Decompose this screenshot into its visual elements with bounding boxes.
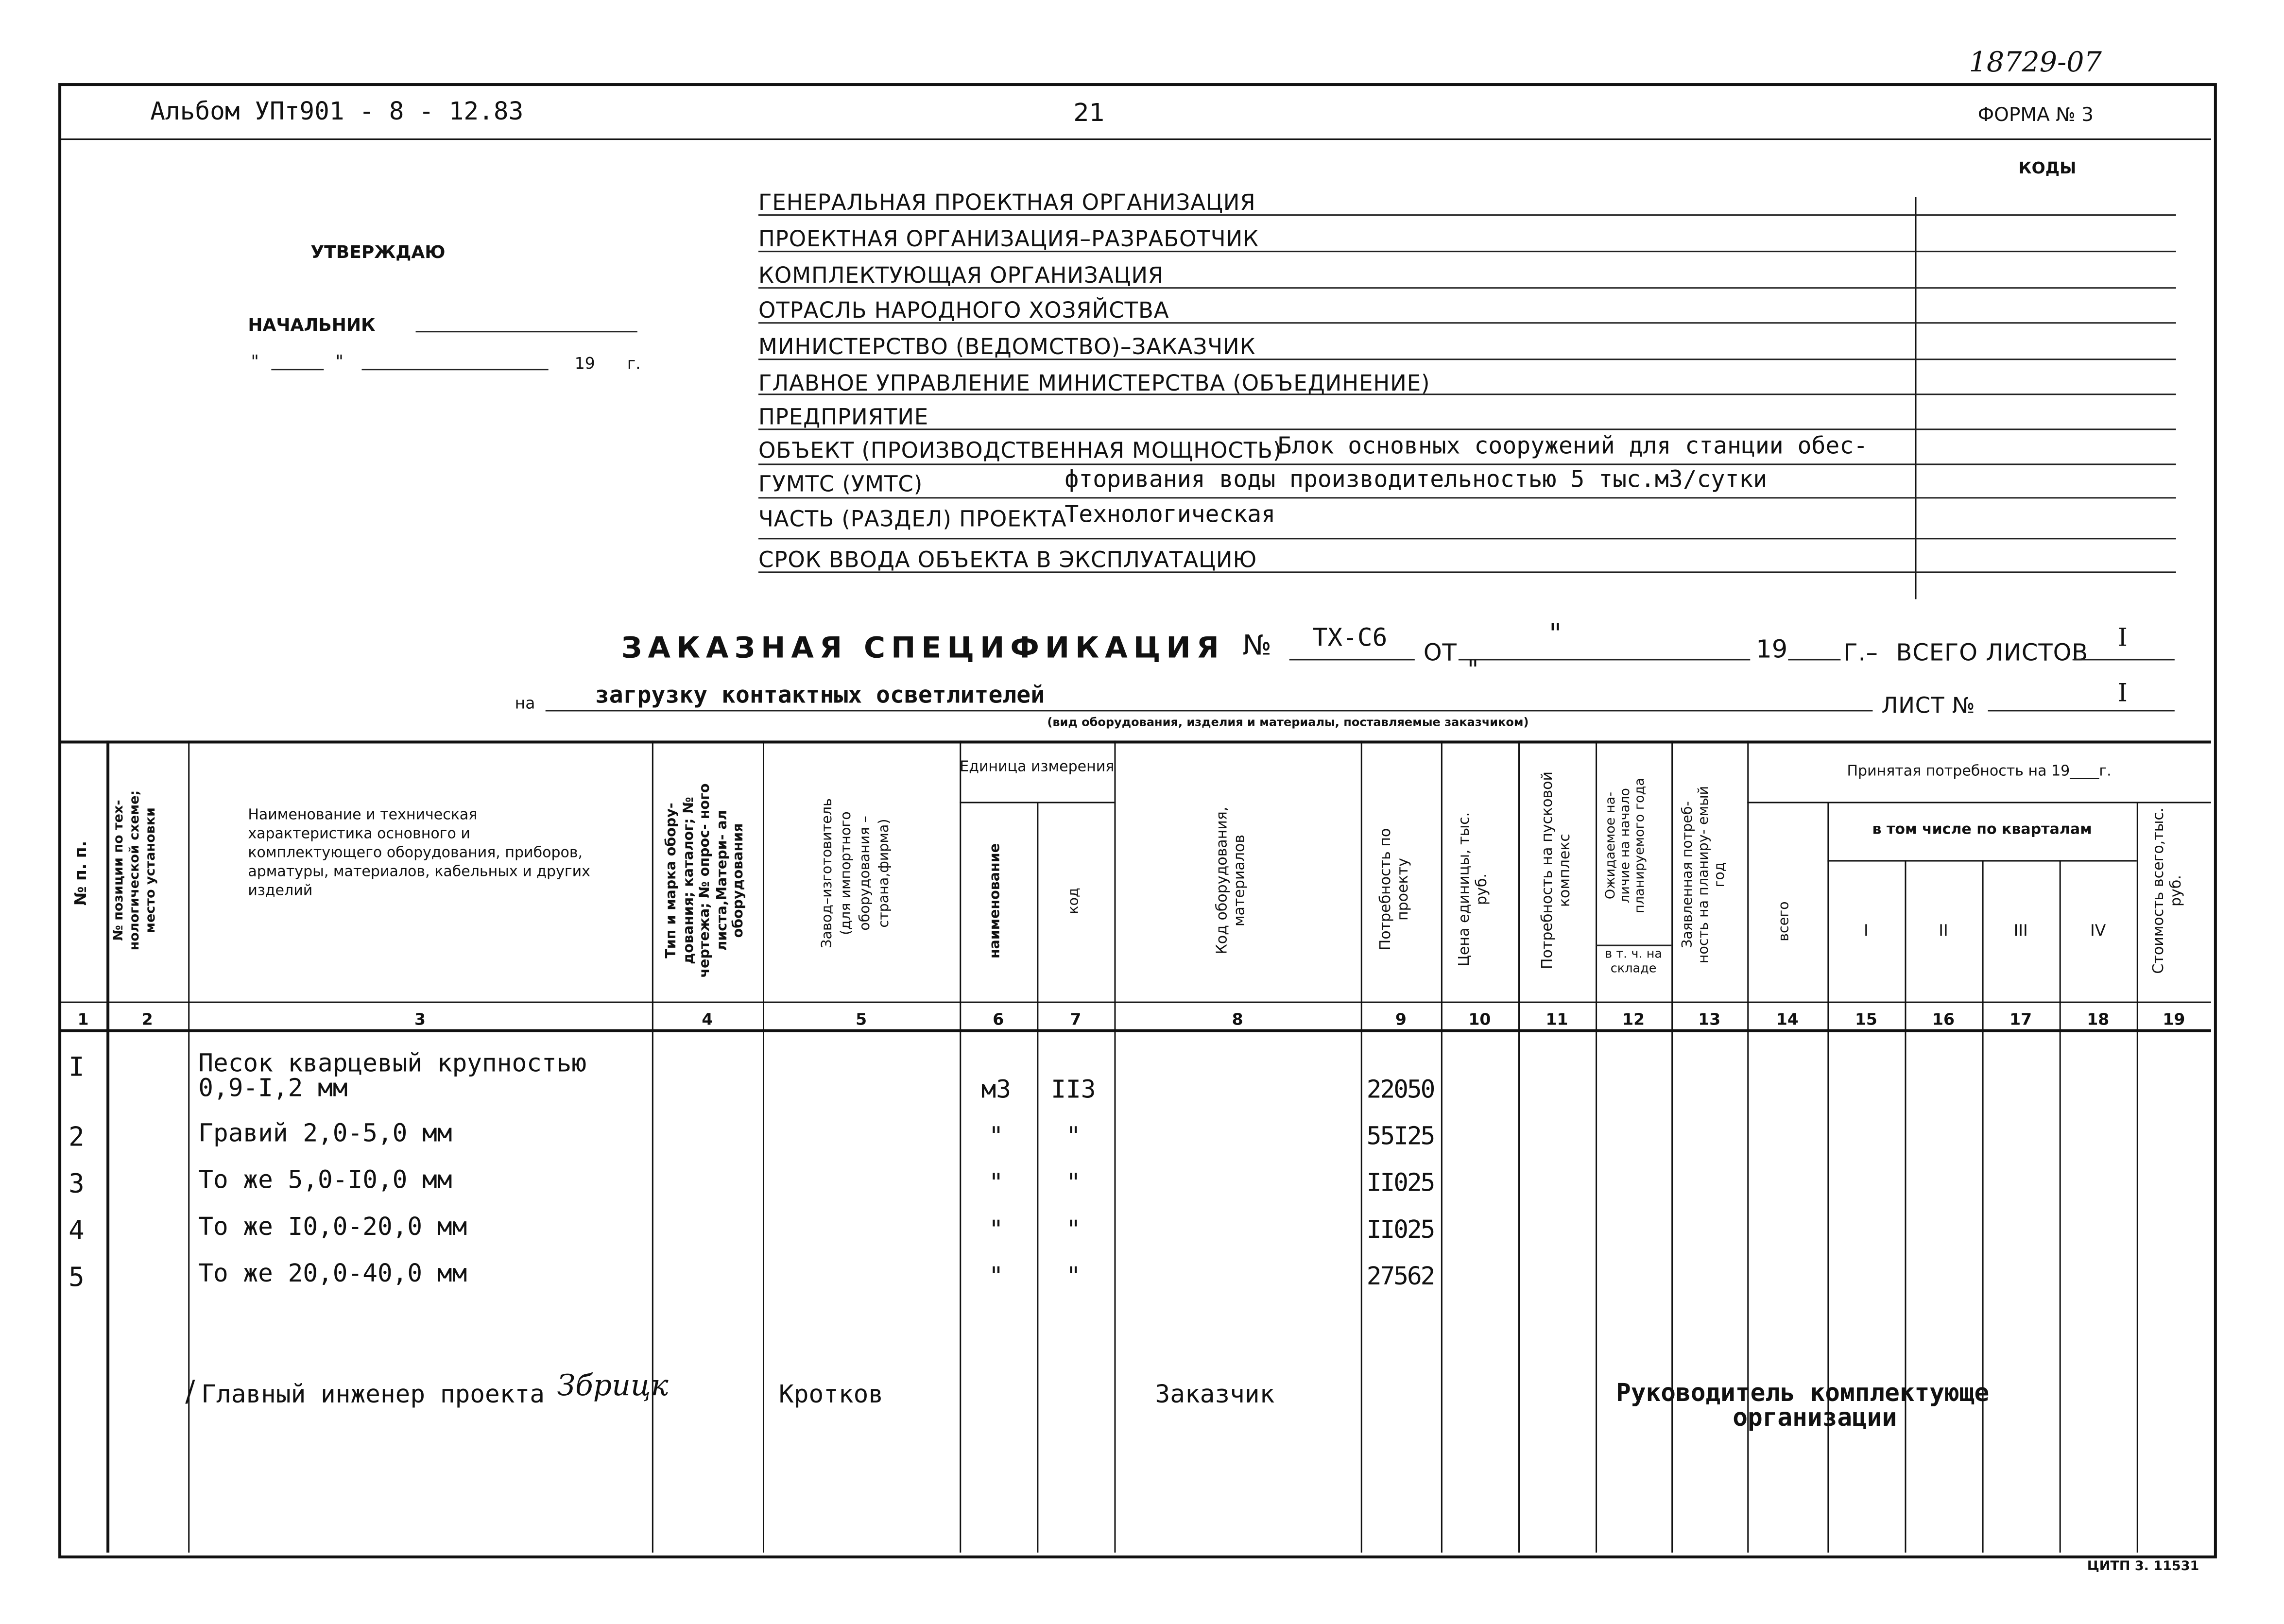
column-number: 15: [1855, 1010, 1877, 1029]
col-divider-15: [1905, 860, 1906, 1553]
spec-subject-line: [546, 710, 1873, 711]
unit-group-line: [960, 802, 1114, 803]
org-field-label: СРОК ВВОДА ОБЪЕКТА В ЭКСПЛУАТАЦИЮ: [758, 547, 1257, 573]
org-field-line: [758, 214, 2176, 216]
org-field-label: ГЕНЕРАЛЬНАЯ ПРОЕКТНАЯ ОРГАНИЗАЦИЯ: [758, 189, 1256, 216]
total-sheets-line: [2073, 659, 2175, 660]
org-field-line: [758, 359, 2176, 360]
row-unit-code: ": [1066, 1122, 1081, 1152]
row-item-name: То же 20,0-40,0 мм: [198, 1259, 467, 1289]
org-field-line: [758, 287, 2176, 289]
row-unit: м3: [981, 1076, 1012, 1105]
col-divider-8: [1361, 740, 1362, 1553]
total-sheets-label: ВСЕГО ЛИСТОВ: [1896, 638, 2089, 667]
hdr-col7: код: [1066, 888, 1082, 914]
org-field-line: [758, 538, 2176, 539]
row-item-name: Гравий 2,0-5,0 мм: [198, 1119, 452, 1149]
chief-label: НАЧАЛЬНИК: [248, 315, 376, 336]
row-quantity: II025: [1366, 1215, 1434, 1245]
hdr-quarters: в том числе по кварталам: [1872, 822, 2092, 838]
date-quote-close: ": [335, 351, 344, 372]
column-number: 9: [1395, 1010, 1407, 1029]
hdr-col14: всего: [1776, 901, 1793, 941]
spec-no-label: №: [1242, 630, 1271, 662]
footer-code: ЦИТП 3. 11531: [2087, 1559, 2199, 1574]
form-label: ФОРМА № 3: [1977, 105, 2094, 127]
org-field-label: ЧАСТЬ (РАЗДЕЛ) ПРОЕКТА: [758, 506, 1067, 532]
org-field-label: ГУМТС (УМТС): [758, 471, 923, 497]
org-field-value: Технологическая: [1065, 500, 1276, 528]
customer-label: Заказчик: [1155, 1380, 1275, 1410]
org-field-label: МИНИСТЕРСТВО (ВЕДОМСТВО)–ЗАКАЗЧИК: [758, 334, 1256, 360]
col-divider-1: [106, 740, 109, 1553]
org-field-line: [758, 428, 2176, 430]
table-top-line: [60, 740, 2211, 743]
spec-subject-caption: (вид оборудования, изделия и материалы, поставляемые заказчиком): [1047, 716, 1529, 729]
date-month-line: [361, 369, 548, 370]
col-divider-3: [652, 740, 653, 1553]
accepted-group-line: [1747, 802, 2211, 803]
hdr-col4: Тип и марка обору- дования; каталог; № чертежа; № опрос- ного листа,Матери- ал оборудования: [663, 783, 747, 978]
row-number: 2: [69, 1122, 85, 1153]
row-unit: ": [988, 1262, 1004, 1292]
hdr-col13: Заявленная потреб- ность на планиру- емый год: [1680, 786, 1729, 964]
date-day-line: [271, 369, 324, 370]
org-field-label: ОТРАСЛЬ НАРОДНОГО ХОЗЯЙСТВА: [758, 297, 1169, 324]
org-field-line: [758, 322, 2176, 324]
hdr-q1: I: [1864, 921, 1869, 940]
col-divider-5: [960, 740, 961, 1553]
row-unit: ": [988, 1215, 1004, 1245]
org-field-label: ПРЕДПРИЯТИЕ: [758, 404, 929, 430]
col-divider-17: [2060, 860, 2061, 1553]
chief-engineer-mark: /: [185, 1373, 195, 1408]
org-field-value: фторивания воды производительностью 5 тыс.м3/сутки: [1065, 465, 1768, 493]
row-unit-code: ": [1066, 1215, 1081, 1245]
stock-subline: [1596, 945, 1671, 946]
spec-subject: загрузку контактных осветлителей: [595, 681, 1045, 709]
col-divider-18: [2137, 802, 2138, 1552]
column-number: 6: [993, 1010, 1004, 1029]
spec-year-label: 19: [1756, 635, 1788, 665]
org-field-label: ОБЪЕКТ (ПРОИЗВОДСТВЕННАЯ МОЩНОСТЬ): [758, 437, 1282, 464]
org-field-line: [758, 497, 2176, 498]
row-quantity: 27562: [1366, 1262, 1434, 1292]
spec-on-label: на: [515, 694, 535, 713]
spec-number-line: [1289, 659, 1415, 660]
col-divider-10: [1518, 740, 1520, 1553]
spec-year-line: [1788, 659, 1840, 660]
col-divider-16: [1982, 860, 1984, 1553]
hdr-col3: Наименование и техническая характеристика основного и комплектующего оборудования, приборов, арматуры, материалов, кабельных и других изделий: [248, 807, 590, 900]
col-divider-2: [188, 740, 189, 1553]
row-unit-code: II3: [1051, 1076, 1096, 1105]
column-number: 19: [2163, 1010, 2185, 1029]
column-number: 12: [1622, 1010, 1645, 1029]
chief-engineer-label: Главный инженер проекта: [201, 1380, 545, 1410]
row-item-name: То же I0,0-20,0 мм: [198, 1213, 467, 1242]
column-number: 4: [702, 1010, 713, 1029]
org-field-label: КОМПЛЕКТУЮЩАЯ ОРГАНИЗАЦИЯ: [758, 262, 1164, 289]
hdr-col19: Стоимость всего,тыс. руб.: [2151, 807, 2185, 974]
row-unit: ": [988, 1169, 1004, 1198]
header-divider: [60, 138, 2211, 140]
row-quantity: 22050: [1366, 1076, 1434, 1105]
supplier-head-line2: организации: [1733, 1403, 1897, 1433]
hdr-col12-stock: в т. ч. на складе: [1605, 947, 1663, 977]
page-number: 21: [1073, 99, 1105, 129]
column-number: 5: [856, 1010, 867, 1029]
sheet-no-line: [1988, 710, 2175, 711]
table-header-bottom: [60, 1002, 2211, 1003]
col-divider-14: [1827, 802, 1829, 1552]
spec-date-line: [1459, 659, 1750, 660]
row-quantity: II025: [1366, 1169, 1434, 1198]
sheet-no: I: [2117, 679, 2128, 709]
org-field-label: ПРОЕКТНАЯ ОРГАНИЗАЦИЯ–РАЗРАБОТЧИК: [758, 226, 1259, 253]
hdr-q3: III: [2013, 921, 2028, 940]
row-number: 4: [69, 1215, 85, 1247]
supplier-head-line1: Руководитель комплектующе: [1616, 1379, 1990, 1408]
total-sheets: I: [2117, 624, 2128, 653]
hdr-col8: Код оборудования, материалов: [1215, 806, 1249, 955]
col-divider-11: [1596, 740, 1597, 1553]
hdr-col11: Потребность на пусковой комплекс: [1540, 771, 1574, 970]
chief-signature-line: [416, 331, 637, 332]
col-divider-4: [763, 740, 764, 1553]
row-item-name: Песок кварцевый крупностью 0,9-I,2 мм: [198, 1049, 587, 1104]
sheet-no-label: ЛИСТ №: [1881, 692, 1975, 719]
org-field-label: ГЛАВНОЕ УПРАВЛЕНИЕ МИНИСТЕРСТВА (ОБЪЕДИНЕНИЕ): [758, 370, 1430, 397]
hdr-q4: IV: [2090, 921, 2106, 940]
approve-title: УТВЕРЖДАЮ: [310, 242, 446, 263]
hdr-unit-group: Единица измерения: [960, 759, 1115, 776]
hdr-col6: наименование: [987, 843, 1004, 959]
column-number: 13: [1698, 1010, 1721, 1029]
signatory-name: Кротков: [779, 1380, 884, 1410]
sheet-code: 18729-07: [1969, 47, 2102, 79]
org-field-value: Блок основных сооружений для станции обес-: [1277, 431, 1868, 460]
hdr-col2: № позиции по тех- нологической схеме; место установки: [112, 790, 159, 951]
org-field-line: [758, 571, 2176, 573]
hdr-col12: Ожидаемое на- личие на начало планируемого года: [1604, 778, 1649, 913]
date-year-suffix: г.: [627, 354, 641, 374]
col-divider-6: [1037, 802, 1038, 1552]
column-number: 11: [1546, 1010, 1568, 1029]
column-number: 16: [1932, 1010, 1955, 1029]
col-divider-7: [1114, 740, 1116, 1553]
org-field-line: [758, 393, 2176, 395]
row-quantity: 55I25: [1366, 1122, 1434, 1152]
spec-year-suffix: Г.–: [1843, 638, 1878, 667]
spec-quote-close: ": [1467, 656, 1479, 685]
org-field-line: [758, 251, 2176, 252]
column-number: 7: [1070, 1010, 1082, 1029]
row-number: 5: [69, 1262, 85, 1293]
col-divider-9: [1441, 740, 1443, 1553]
hdr-accepted: Принятая потребность на 19____г.: [1847, 764, 2112, 780]
row-unit-code: ": [1066, 1169, 1081, 1198]
hdr-col5: Завод–изготовитель (для импортного оборудования –страна,фирма): [820, 798, 893, 948]
hdr-col10: Цена единицы, тыс. руб.: [1457, 812, 1491, 967]
spec-number: ТХ-С6: [1312, 624, 1388, 653]
column-number: 3: [414, 1010, 426, 1029]
chief-engineer-signature: Збрицк: [557, 1367, 669, 1402]
spec-quote-open: ": [1549, 618, 1562, 650]
hdr-col1: № п. п.: [71, 840, 91, 906]
column-number: 14: [1776, 1010, 1799, 1029]
row-item-name: То же 5,0-I0,0 мм: [198, 1166, 452, 1196]
spec-from-label: ОТ: [1423, 638, 1457, 667]
hdr-q2: II: [1939, 921, 1948, 940]
column-number: 18: [2087, 1010, 2110, 1029]
column-number: 10: [1468, 1010, 1491, 1029]
date-quote-open: ": [251, 351, 259, 372]
column-number: 8: [1232, 1010, 1243, 1029]
column-number: 1: [77, 1010, 89, 1029]
table-numbers-bottom: [60, 1029, 2211, 1032]
row-number: I: [69, 1052, 85, 1083]
column-number: 2: [141, 1010, 153, 1029]
column-number: 17: [2009, 1010, 2032, 1029]
spec-title: ЗАКАЗНАЯ СПЕЦИФИКАЦИЯ: [621, 630, 1225, 665]
row-number: 3: [69, 1169, 85, 1200]
row-unit: ": [988, 1122, 1004, 1152]
row-unit-code: ": [1066, 1262, 1081, 1292]
codes-label: КОДЫ: [2018, 159, 2077, 178]
hdr-col9: Потребность по проекту: [1378, 828, 1412, 951]
date-year-prefix: 19: [574, 354, 595, 374]
col-divider-12: [1671, 740, 1673, 1553]
quarters-group-line: [1827, 860, 2136, 862]
album-label: Альбом УПт901 - 8 - 12.83: [150, 98, 524, 127]
